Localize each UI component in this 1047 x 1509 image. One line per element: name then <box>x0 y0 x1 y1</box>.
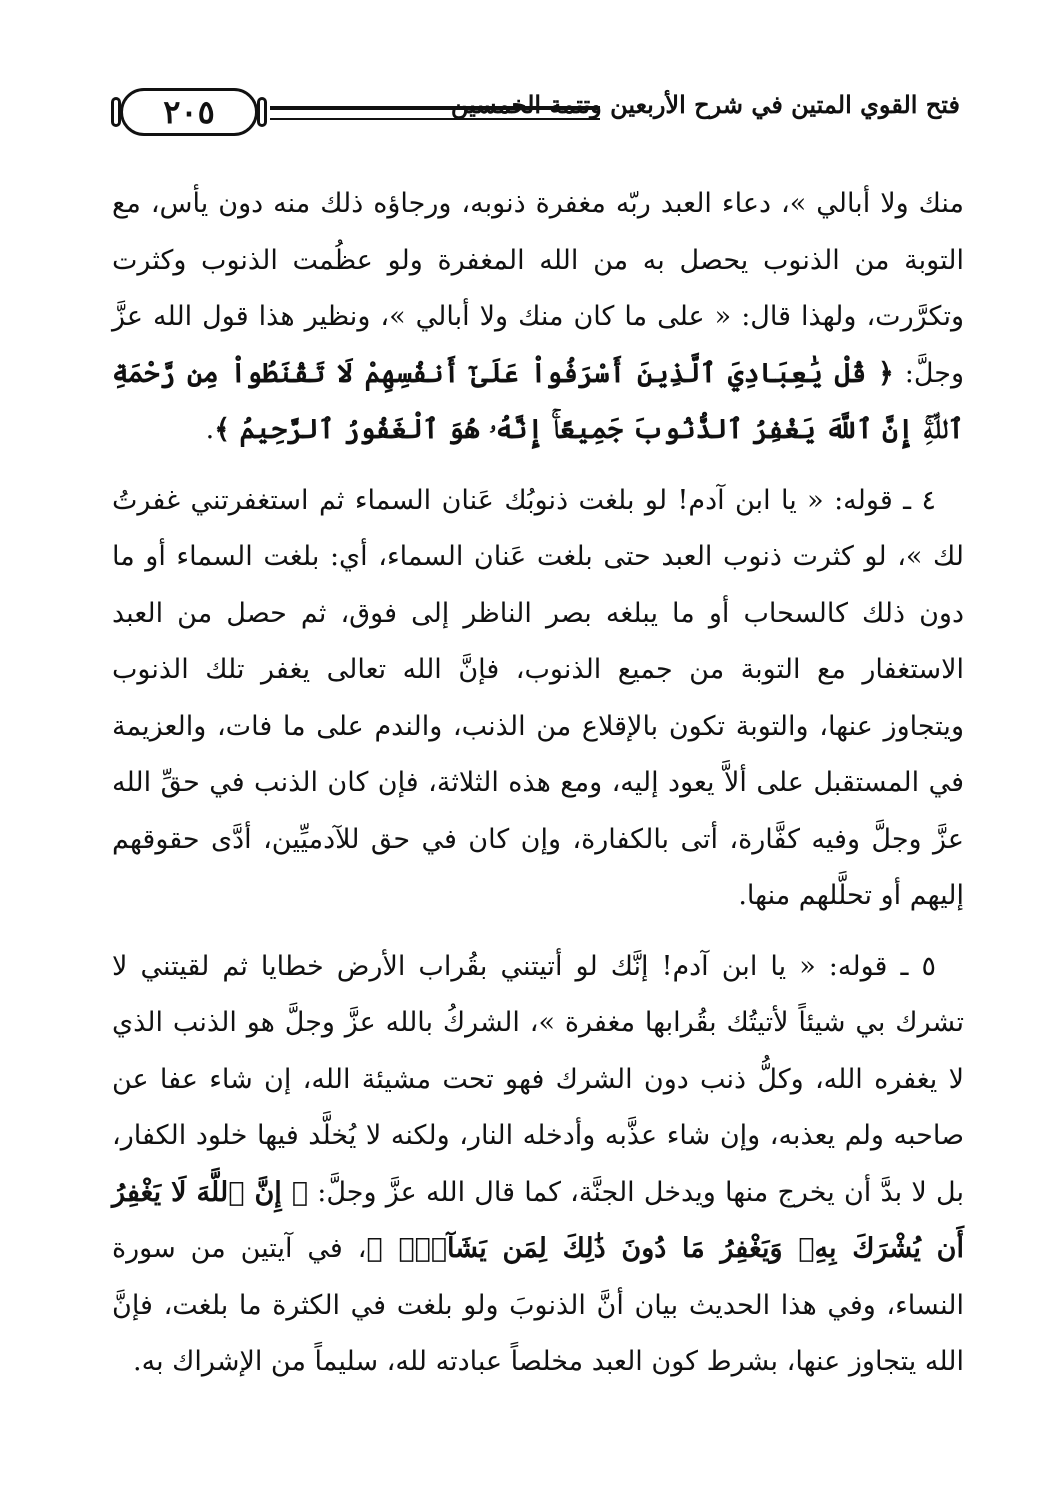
page-header <box>120 88 960 140</box>
page-number: ٢٠٥ <box>163 93 215 131</box>
paragraph-1 <box>112 176 964 459</box>
book-title: فتح القوي المتين في شرح الأربعين وتتمة الخمسين <box>450 90 960 119</box>
paragraph-1-text: منك ولا أبالي »، دعاء العبد ربّه مغفرة ذنوبه، ورجاؤه ذلك منه دون يأس، مع التوبة من الذنوب يحصل به من الله المغفرة ولو عظُمت الذنوب وكثرت وتكرَّرت، ولهذا قال: « على ما كان منك ولا أبالي »، ونظير هذا قول الله عزَّ وجلَّ: <box>112 188 965 389</box>
quran-verse-1: ﴿ قُلْ يَٰعِبَادِيَ ٱلَّذِينَ أَسْرَفُواْ عَلَىٰٓ أَنفُسِهِمْ لَا تَقْنَطُواْ مِن رَّحْمَةِ ٱللَّهِۚ إِنَّ ٱللَّهَ يَغْفِرُ ٱلذُّنُوبَ جَمِيعًاۚ إِنَّهُۥ هُوَ ٱلْغَفُورُ ٱلرَّحِيمُ ﴾ <box>112 357 964 445</box>
page-body <box>112 176 964 1405</box>
paragraph-2 <box>112 473 964 925</box>
paragraph-3-text: ٥ ـ قوله: « يا ابن آدم! إنَّك لو أتيتني بقُراب الأرض خطايا ثم لقيتني لا تشرك بي شيئاً لأتيتُك بقُرابها مغفرة »، الشركُ بالله عزَّ وجلَّ هو الذنب الذي لا يغفره الله، وكلُّ ذنب دون الشرك فهو تحت مشيئة الله، إن شاء عفا عن صاحبه ولم يعذبه، وإن شاء عذَّبه وأدخله النار، ولكنه لا يُخلَّد فيها خلود الكفار، بل لا بدَّ أن يخرج منها ويدخل الجنَّة، كما قال الله عزَّ وجلَّ: <box>112 950 964 1208</box>
quran-verse-2: ﴿ إِنَّ ٱللَّهَ لَا يَغْفِرُ أَن يُشْرَكَ بِهِۦ وَيَغْفِرُ مَا دُونَ ذَٰلِكَ لِمَن يَشَآءُۚ ﴾ <box>112 1176 965 1264</box>
page-number-badge <box>120 88 258 136</box>
paragraph-1-end: . <box>205 414 215 445</box>
paragraph-3-end: ، في آيتين من سورة النساء، وفي هذا الحديث بيان أنَّ الذنوبَ ولو بلغت في الكثرة ما بلغت، فإنَّ الله يتجاوز عنها، بشرط كون العبد مخلصاً عبادته لله، سليماً من الإشراك به. <box>112 1233 964 1377</box>
paragraph-2-text: ٤ ـ قوله: « يا ابن آدم! لو بلغت ذنوبُك عَنان السماء ثم استغفرتني غفرتُ لك »، لو كثرت ذنوب العبد حتى بلغت عَنان السماء، أي: بلغت السماء أو ما دون ذلك كالسحاب أو ما يبلغه بصر الناظر إلى فوق، ثم حصل من العبد الاستغفار مع التوبة من جميع الذنوب، فإنَّ الله تعالى يغفر تلك الذنوب ويتجاوز عنها، والتوبة تكون بالإقلاع من الذنب، والندم على ما فات، والعزيمة في المستقبل على ألاَّ يعود إليه، ومع هذه الثلاثة، فإن كان الذنب في حقِّ الله عزَّ وجلَّ وفيه كفَّارة، أتى بالكفارة، وإن كان في حق للآدميِّين، أدَّى حقوقهم إليهم أو تحلَّلهم منها. <box>112 484 964 911</box>
paragraph-3 <box>112 939 964 1391</box>
